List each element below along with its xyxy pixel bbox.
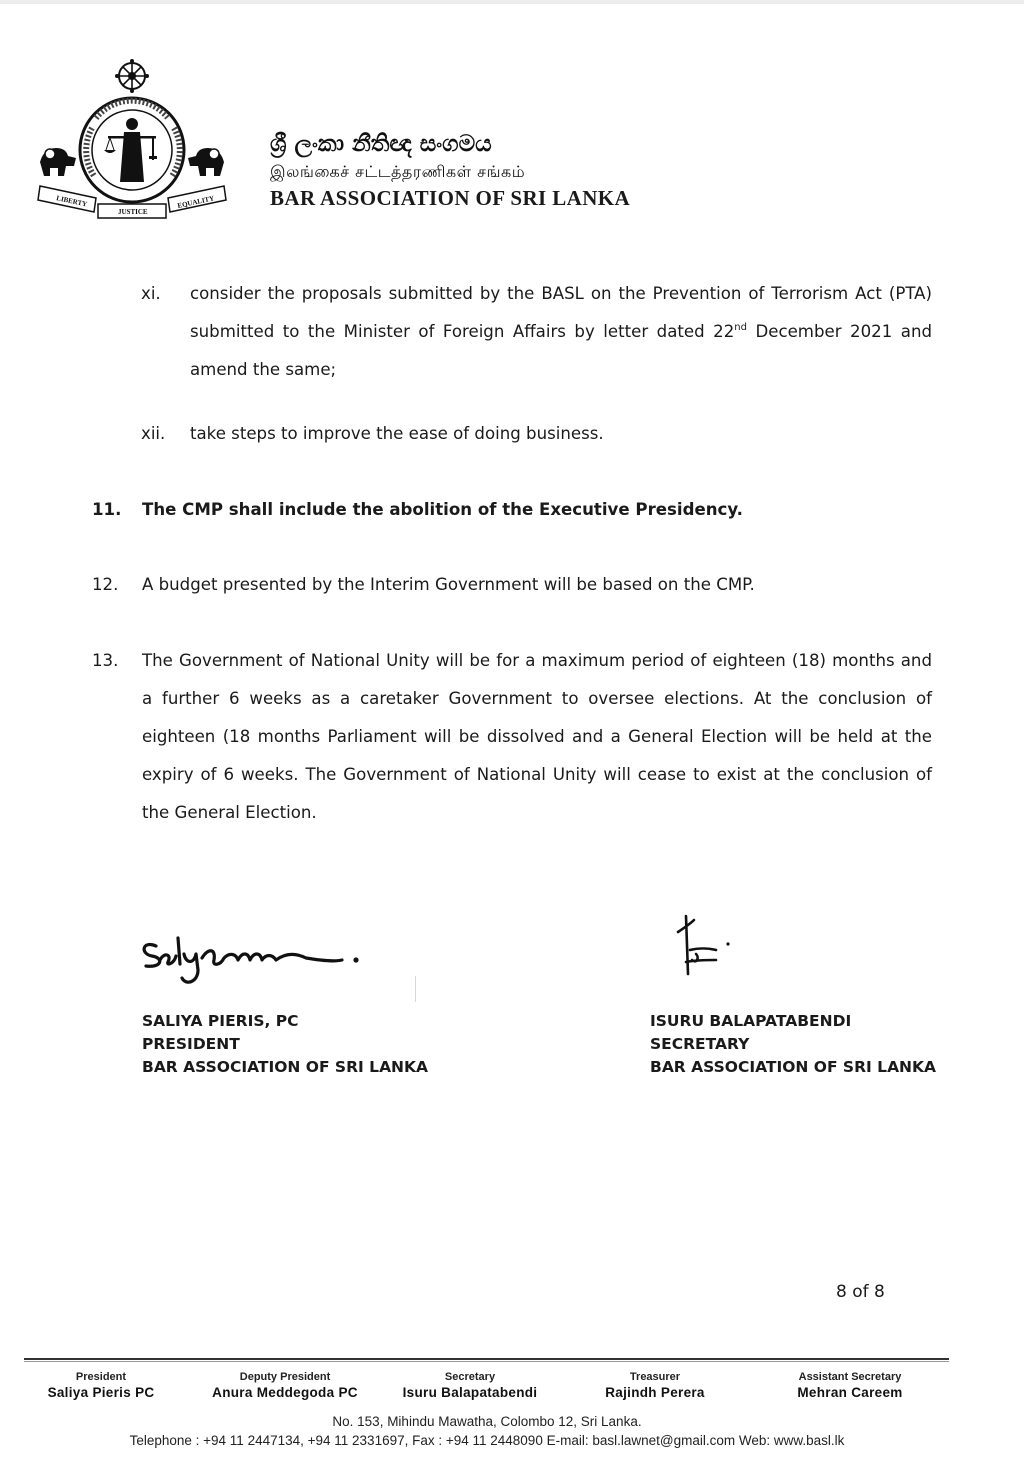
dharma-wheel-icon bbox=[115, 59, 149, 93]
paragraph-number: 12. bbox=[92, 575, 119, 594]
officer-name: Saliya Pieris PC bbox=[47, 1385, 155, 1400]
signatory-block-president bbox=[142, 1010, 428, 1079]
footer-officer bbox=[20, 1370, 182, 1402]
lion-left-icon bbox=[40, 148, 76, 176]
officer-role: Deputy President bbox=[239, 1371, 331, 1383]
secretary-signature bbox=[668, 910, 738, 982]
org-name-tamil: இலங்கைச் சட்டத்தரணிகள் சங்கம் bbox=[270, 162, 526, 181]
item-number: xii. bbox=[141, 424, 166, 443]
paragraph-text: A budget presented by the Interim Government will be based on the CMP. bbox=[142, 575, 755, 594]
officer-name: Rajindh Perera bbox=[605, 1385, 705, 1400]
org-name-sinhala: ශ්‍රී ලංකා නීතිඥ සංගමය bbox=[270, 131, 492, 157]
signatory-organization: BAR ASSOCIATION OF SRI LANKA bbox=[650, 1058, 937, 1076]
footer-officer bbox=[195, 1370, 375, 1402]
footer-contact: Telephone : +94 11 2447134, +94 11 2331697, Fax : +94 11 2448090 E-mail: basl.lawnet@gmail.com Web: www.basl.lk bbox=[129, 1433, 845, 1448]
president-signature bbox=[138, 930, 368, 996]
paragraph-number: 11. bbox=[92, 500, 122, 519]
faint-mark bbox=[415, 976, 416, 1002]
item-number: xi. bbox=[141, 284, 161, 303]
signatory-block-secretary bbox=[650, 1010, 936, 1079]
signatory-name: SALIYA PIERIS, PC bbox=[142, 1012, 299, 1030]
signatory-name: ISURU BALAPATABENDI bbox=[650, 1012, 852, 1030]
signatory-organization: BAR ASSOCIATION OF SRI LANKA bbox=[142, 1058, 429, 1076]
footer-rule bbox=[24, 1358, 949, 1360]
footer-officer bbox=[580, 1370, 730, 1402]
officer-role: Treasurer bbox=[629, 1371, 681, 1383]
officer-role: President bbox=[75, 1371, 127, 1383]
org-name-english: BAR ASSOCIATION OF SRI LANKA bbox=[270, 186, 631, 210]
officer-role: Assistant Secretary bbox=[798, 1371, 902, 1383]
paragraph-text: The CMP shall include the abolition of the Executive Presidency. bbox=[142, 500, 743, 519]
svg-text:EQUALITY: EQUALITY bbox=[176, 194, 215, 210]
page-number: 8 of 8 bbox=[836, 1282, 885, 1302]
footer-rule-thin bbox=[24, 1361, 949, 1362]
item-text: consider the proposals submitted by the BASL on the Prevention of Terrorism Act (PTA) submitted to the Minister of Foreign Affairs by letter dated 22nd December 2021 and amend the same; bbox=[190, 284, 932, 379]
lady-justice-icon bbox=[104, 118, 157, 182]
item-text: take steps to improve the ease of doing business. bbox=[190, 424, 604, 443]
page-top-edge bbox=[0, 0, 1024, 4]
paragraph-text: The Government of National Unity will be for a maximum period of eighteen (18) months and a further 6 weeks as a caretaker Government to oversee elections. At the conclusion of eighteen (18 months Parliament will be dissolved and a General Election will be held at the expiry of 6 weeks. The Government of National Unity will cease to exist at the conclusion of the General Election. bbox=[142, 651, 932, 822]
officer-name: Anura Meddegoda PC bbox=[212, 1385, 358, 1400]
lion-right-icon bbox=[188, 148, 224, 176]
officer-role: Secretary bbox=[444, 1371, 496, 1383]
basl-emblem-logo bbox=[36, 58, 228, 228]
paragraph-number: 13. bbox=[92, 651, 119, 670]
ordinal-suffix: nd bbox=[734, 322, 747, 333]
officer-name: Mehran Careem bbox=[797, 1385, 903, 1400]
svg-text:LIBERTY: LIBERTY bbox=[55, 194, 88, 209]
signatory-title: SECRETARY bbox=[650, 1035, 750, 1053]
officer-name: Isuru Balapatabendi bbox=[402, 1385, 538, 1400]
footer-address: No. 153, Mihindu Mawatha, Colombo 12, Sri Lanka. bbox=[332, 1414, 642, 1429]
signatory-title: PRESIDENT bbox=[142, 1035, 240, 1053]
svg-text:JUSTICE: JUSTICE bbox=[118, 208, 148, 216]
footer-officer bbox=[775, 1370, 925, 1402]
footer-officer bbox=[385, 1370, 555, 1402]
